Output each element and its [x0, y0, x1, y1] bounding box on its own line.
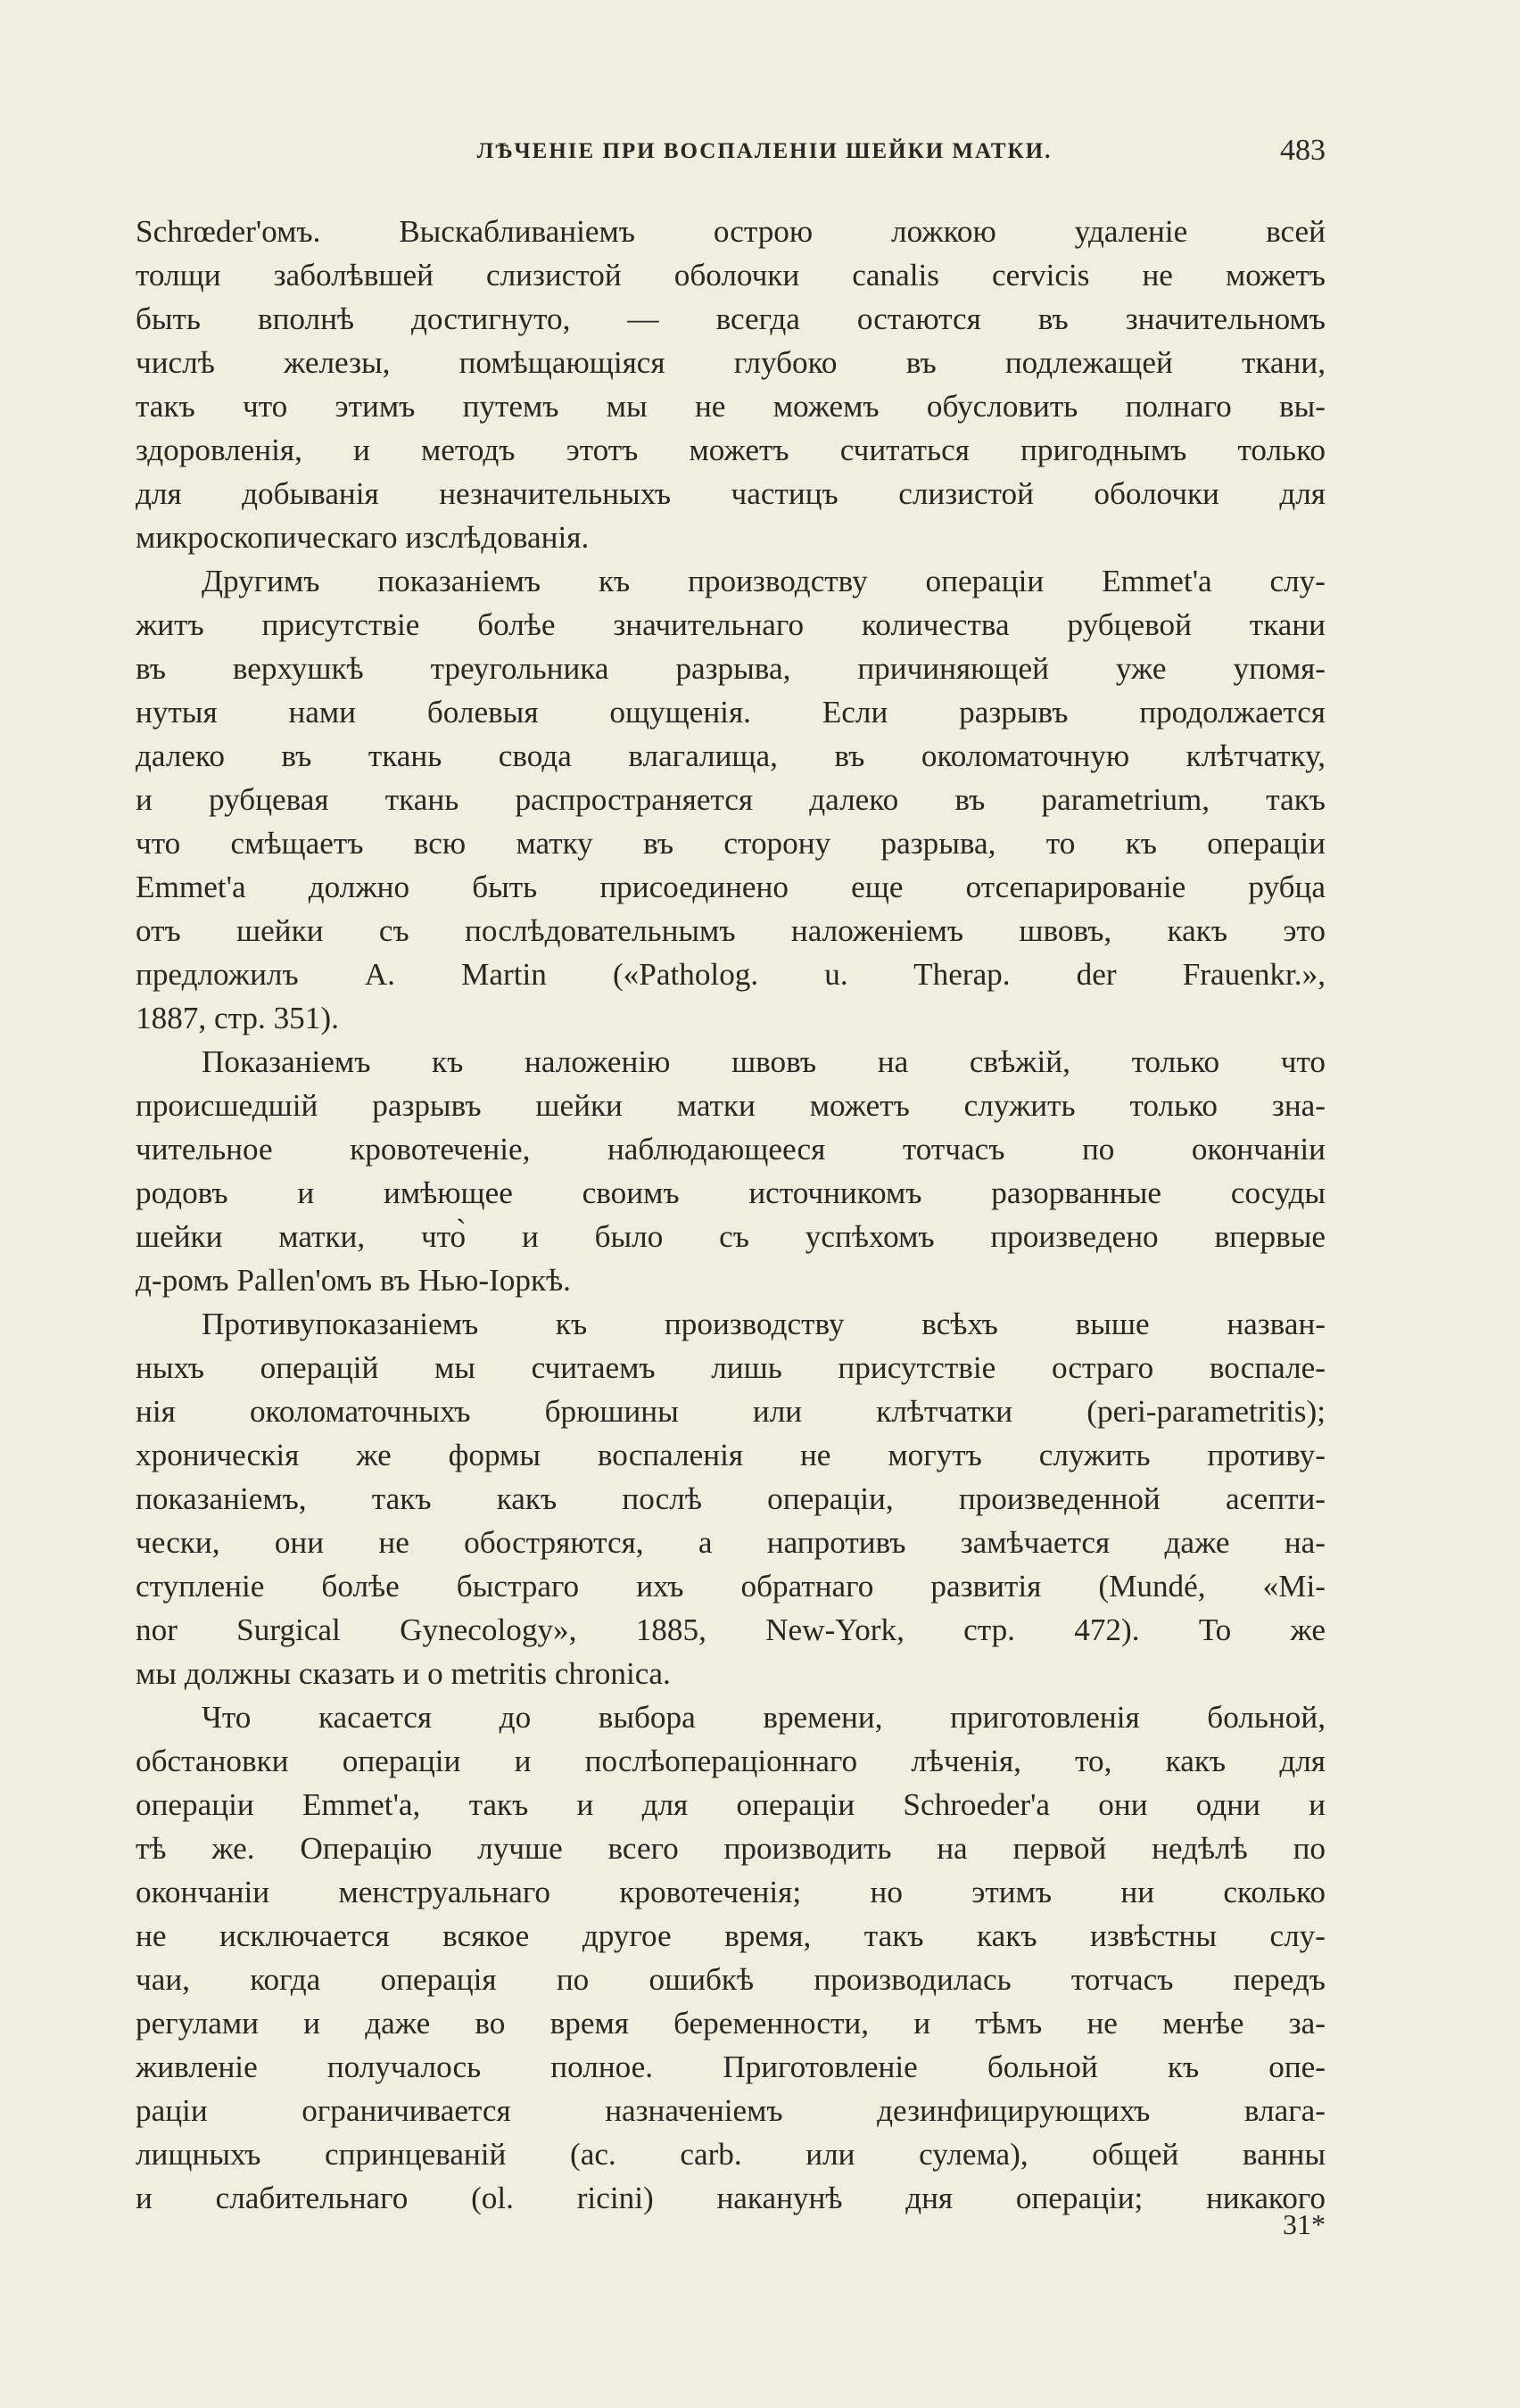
text-line: окончанiи менструальнаго кровотеченiя; но этимъ ни сколько	[136, 1875, 1326, 1909]
text-line: не исключается всякое другое время, такъ какъ извѣстны слу-	[136, 1918, 1326, 1953]
page-header	[203, 134, 1326, 178]
text-line: Emmet'а должно быть присоединено еще отсепарированiе рубца	[136, 870, 1326, 904]
text-line: предложилъ A. Martin («Patholog. u. Therap. der Frauenkr.»,	[136, 957, 1326, 992]
text-line: микроскопическаго изслѣдованiя.	[136, 520, 590, 555]
text-line: д-ромъ Pallen'омъ въ Нью-Iоркѣ.	[136, 1263, 571, 1298]
text-line: здоровленiя, и методъ этотъ можетъ считаться пригоднымъ только	[136, 433, 1326, 467]
text-line: и рубцевая ткань распространяется далеко въ parametrium, такъ	[136, 782, 1326, 817]
text-line: Что касается до выбора времени, приготовленiя больной,	[202, 1700, 1326, 1735]
text-line: ступленiе болѣе быстраго ихъ обратнаго развитiя (Mundé, «Mi-	[136, 1569, 1326, 1604]
text-line: мы должны сказать и о metritis chronica.	[136, 1656, 671, 1691]
text-line: тѣ же. Операцiю лучше всего производить на первой недѣлѣ по	[136, 1831, 1326, 1866]
text-line: нутыя нами болевыя ощущенiя. Если разрывъ продолжается	[136, 695, 1326, 730]
text-line: въ верхушкѣ треугольника разрыва, причиняющей уже упомя-	[136, 651, 1326, 686]
text-line: числѣ железы, помѣщающiяся глубоко въ подлежащей ткани,	[136, 345, 1326, 380]
body-text	[136, 210, 1326, 2220]
text-line: рацiи ограничивается назначенiемъ дезинфицирующихъ влага-	[136, 2093, 1326, 2128]
text-line: Противупоказанiемъ къ производству всѣхъ выше назван-	[202, 1307, 1326, 1341]
text-line: житъ присутствiе болѣе значительнаго количества рубцевой ткани	[136, 607, 1326, 642]
signature-mark: 31*	[1283, 2208, 1326, 2240]
page-number: 483	[1280, 134, 1326, 167]
text-line: происшедшiй разрывъ шейки матки можетъ служить только зна-	[136, 1088, 1326, 1123]
text-line: обстановки операцiи и послѣоперацiоннаго лѣченiя, то, какъ для	[136, 1744, 1326, 1778]
text-line: операцiи Emmet'а, такъ и для операцiи Schroeder'а они одни и	[136, 1787, 1326, 1822]
text-line: ныхъ операцiй мы считаемъ лишь присутствiе остраго воспале-	[136, 1350, 1326, 1385]
text-line: такъ что этимъ путемъ мы не можемъ обусловить полнаго вы-	[136, 389, 1326, 424]
text-line: Показанiемъ къ наложенiю швовъ на свѣжiй, только что	[202, 1044, 1326, 1079]
text-line: 1887, стр. 351).	[136, 1001, 339, 1035]
text-line: показанiемъ, такъ какъ послѣ операцiи, произведенной асепти-	[136, 1481, 1326, 1516]
text-line: далеко въ ткань свода влагалища, въ околоматочную клѣтчатку,	[136, 738, 1326, 773]
text-line: хроническiя же формы воспаленiя не могутъ служить противу-	[136, 1438, 1326, 1472]
text-line: регулами и даже во время беременности, и тѣмъ не менѣе за-	[136, 2006, 1326, 2041]
text-line: толщи заболѣвшей слизистой оболочки canalis cervicis не можетъ	[136, 258, 1326, 293]
text-line: чески, они не обостряются, а напротивъ замѣчается даже на-	[136, 1525, 1326, 1560]
text-line: для добыванiя незначительныхъ частицъ слизистой оболочки для	[136, 476, 1326, 511]
text-line: и слабительнаго (ol. ricini) наканунѣ дня операцiи; никакого	[136, 2181, 1326, 2215]
text-line: Другимъ показанiемъ къ производству операцiи Emmet'а слу-	[202, 564, 1326, 598]
text-line: нiя околоматочныхъ брюшины или клѣтчатки (peri-parametritis);	[136, 1394, 1326, 1429]
text-line: родовъ и имѣющее своимъ источникомъ разорванные сосуды	[136, 1175, 1326, 1210]
text-line: Schrœder'омъ. Выскабливанiемъ острою ложкою удаленiе всей	[136, 214, 1326, 249]
running-head: ЛѢЧЕНIЕ ПРИ ВОСПАЛЕНIИ ШЕЙКИ МАТКИ.	[476, 139, 1053, 163]
text-line: nor Surgical Gynecology», 1885, New-York, стр. 472). То же	[136, 1612, 1326, 1647]
text-line: лищныхъ спринцеванiй (ac. carb. или сулема), общей ванны	[136, 2137, 1326, 2172]
text-line: что смѣщаетъ всю матку въ сторону разрыва, то къ операцiи	[136, 826, 1326, 861]
text-line: шейки матки, что̀ и было съ успѣхомъ произведено впервые	[136, 1219, 1326, 1254]
text-line: отъ шейки съ послѣдовательнымъ наложенiемъ швовъ, какъ это	[136, 913, 1326, 948]
text-line: чительное кровотеченiе, наблюдающееся тотчасъ по окончанiи	[136, 1132, 1326, 1167]
text-line: чаи, когда операцiя по ошибкѣ производилась тотчасъ передъ	[136, 1962, 1326, 1997]
text-line: быть вполнѣ достигнуто, — всегда остаются въ значительномъ	[136, 301, 1326, 336]
text-line: живленiе получалось полное. Приготовленiе больной къ опе-	[136, 2049, 1326, 2084]
